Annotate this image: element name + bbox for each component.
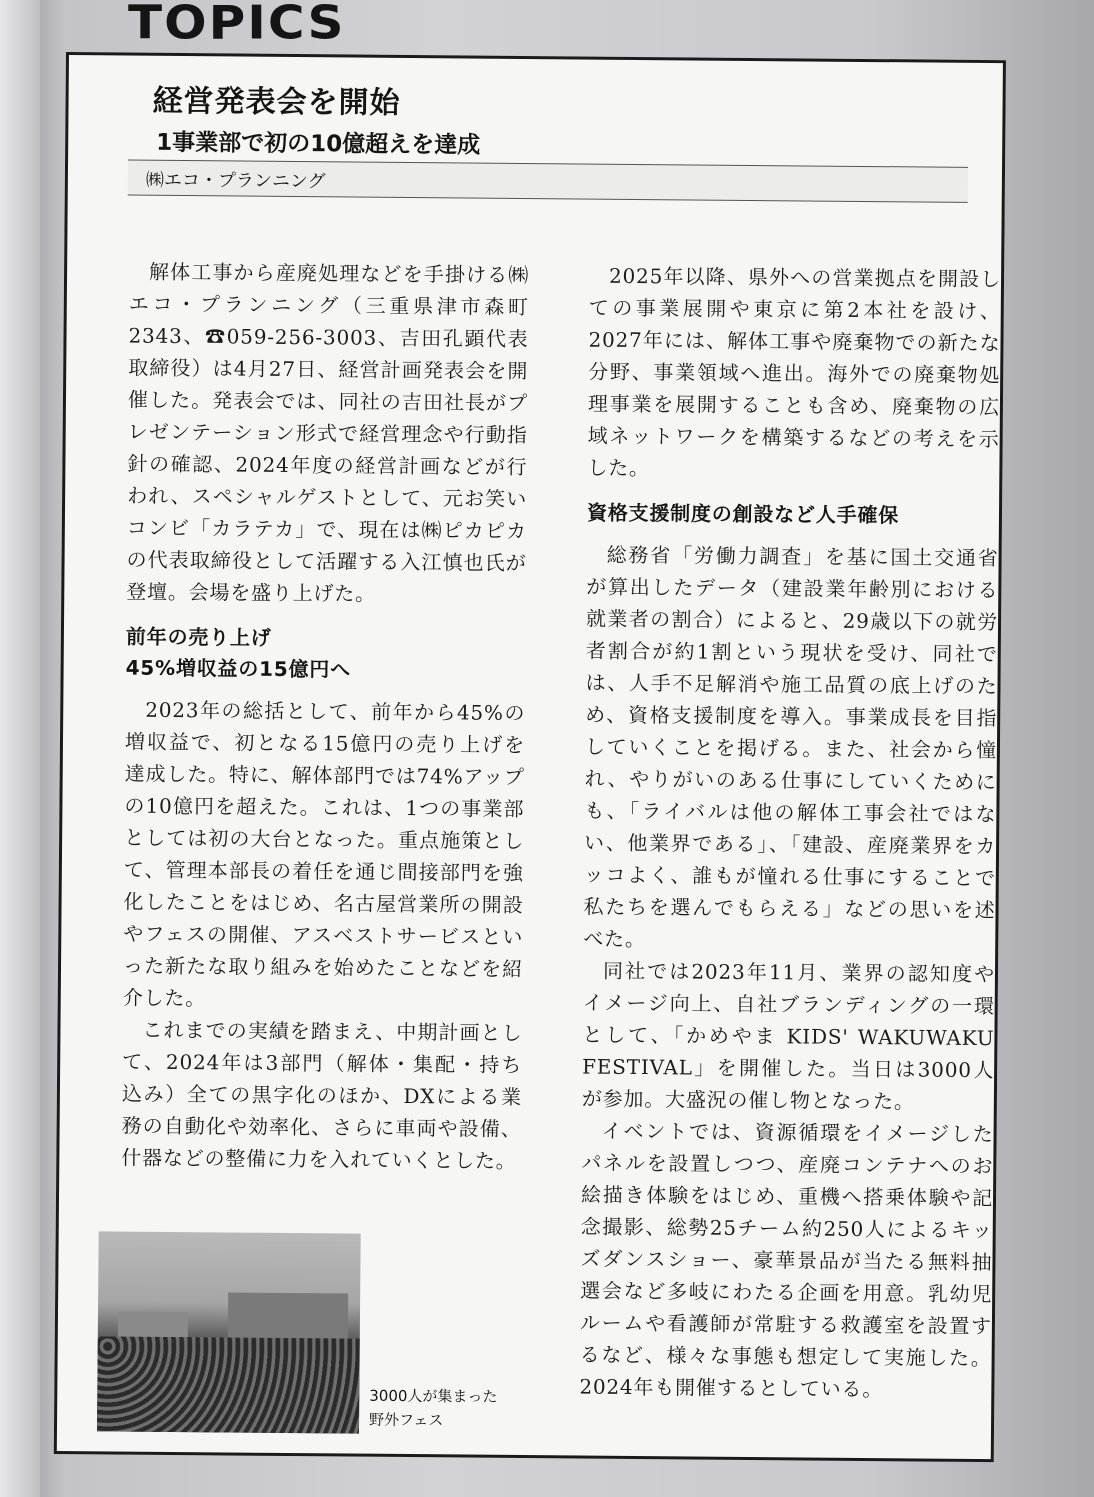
article-title: 経営発表会を開始	[152, 83, 401, 121]
festival-photo	[97, 1231, 361, 1433]
body-paragraph: これまでの実績を踏まえ、中期計画として、2024年は3部門（解体・集配・持ち込み）全ての黒字化のほか、DXによる業務の自動化や効率化、さらに車両や設備、什器などの整備に力を入れていくとした。	[121, 1017, 523, 1173]
section-label: TOPICS	[128, 0, 346, 50]
caption-line: 3000人が集まった	[369, 1386, 498, 1406]
photo-crowd	[97, 1336, 360, 1433]
body-paragraph: 2025年以降、県外への営業拠点を開設しての事業展開や東京に第2本社を設け、2027年には、解体工事や廃棄物での新たな分野、事業領域へ進出。海外での廃棄物処理事業を展開することも含め、廃棄物の広域ネットワークを構築するなどの考えを示した。	[587, 263, 1002, 481]
subhead-line: 前年の売り上げ	[125, 624, 272, 650]
company-name: ㈱エコ・プランニング	[145, 169, 326, 193]
body-paragraph: 解体工事から産廃処理などを手掛ける㈱エコ・プランニング（三重県津市森町2343、☎059-256-3003、吉田孔顕代表取締役）は4月27日、経営計画発表会を開催した。発表会では、同社の吉田社長がプレゼンテーション形式で経営理念や行動指針の確認、2024年度の経営計画などが行われ、スペシャルゲストとして、元お笑いコンビ「カラテカ」で、現在は㈱ピカピカの代表取締役として活躍する入江慎也氏が登壇。会場を盛り上げた。	[126, 259, 530, 606]
body-paragraph: 総務省「労働力調査」を基に国土交通省が算出したデータ（建設業年齢別における就業者の割合）によると、29歳以下の就労者割合が約1割という現状を受け、同社では、人手不足解消や施工品質の底上げのため、資格支援制度を導入。事業成長を目指していくことを掲げる。また、社会から憧れ、やりがいのある仕事にしていくためにも、「ライバルは他の解体工事会社ではない、他業界である」、「建設、産廃業界をカッコよく、誰もが憧れる仕事にすることで私たちを選んでもらえる」などの思いを述べた。	[583, 542, 999, 952]
right-column	[579, 260, 1001, 1407]
company-bar	[128, 160, 968, 203]
body-paragraph: 2023年の総括として、前年から45%の増収益で、初となる15億円の売り上げを達成した。特に、解体部門では74%アップの10億円を超えた。これは、1つの事業部としては初の大台となった。重点施策として、管理本部長の着任を通じ間接部門を強化したことをはじめ、名古屋営業所の開設やフェスの開催、アスベストサービスといった新たな取り組みを始めたことなどを紹介した。	[122, 697, 526, 1011]
section-subhead	[125, 622, 526, 687]
subhead-line: 45%増収益の15億円へ	[125, 655, 352, 682]
body-paragraph: 同社では2023年11月、業界の認知度やイメージ向上、自社ブランディングの一環として、「かめやま KIDS' WAKUWAKU FESTIVAL」を開催した。当日は3000人が参加。大盛況の催し物となった。	[581, 958, 996, 1114]
caption-line: 野外フェス	[368, 1410, 444, 1430]
section-subhead: 資格支援制度の創設など人手確保	[586, 500, 900, 528]
photo-caption	[369, 1384, 498, 1433]
article-frame	[54, 52, 1006, 1462]
article-subtitle: 1事業部で初の10億超えを達成	[156, 129, 481, 159]
left-column	[121, 256, 529, 1177]
body-paragraph: イベントでは、資源循環をイメージしたパネルを設置しつつ、産廃コンテナへのお絵描き体験をはじめ、重機へ搭乗体験や記念撮影、総勢25チーム約250人によるキッズダンスショー、豪華景品が当たる無料抽選会など多岐にわたる企画を用意。乳幼児ルームや看護師が常駐する救護室を設置するなど、様々な事態も想定して実施した。2024年も開催するとしている。	[579, 1118, 994, 1402]
article-headline	[152, 76, 481, 160]
page-edge	[0, 0, 40, 1497]
